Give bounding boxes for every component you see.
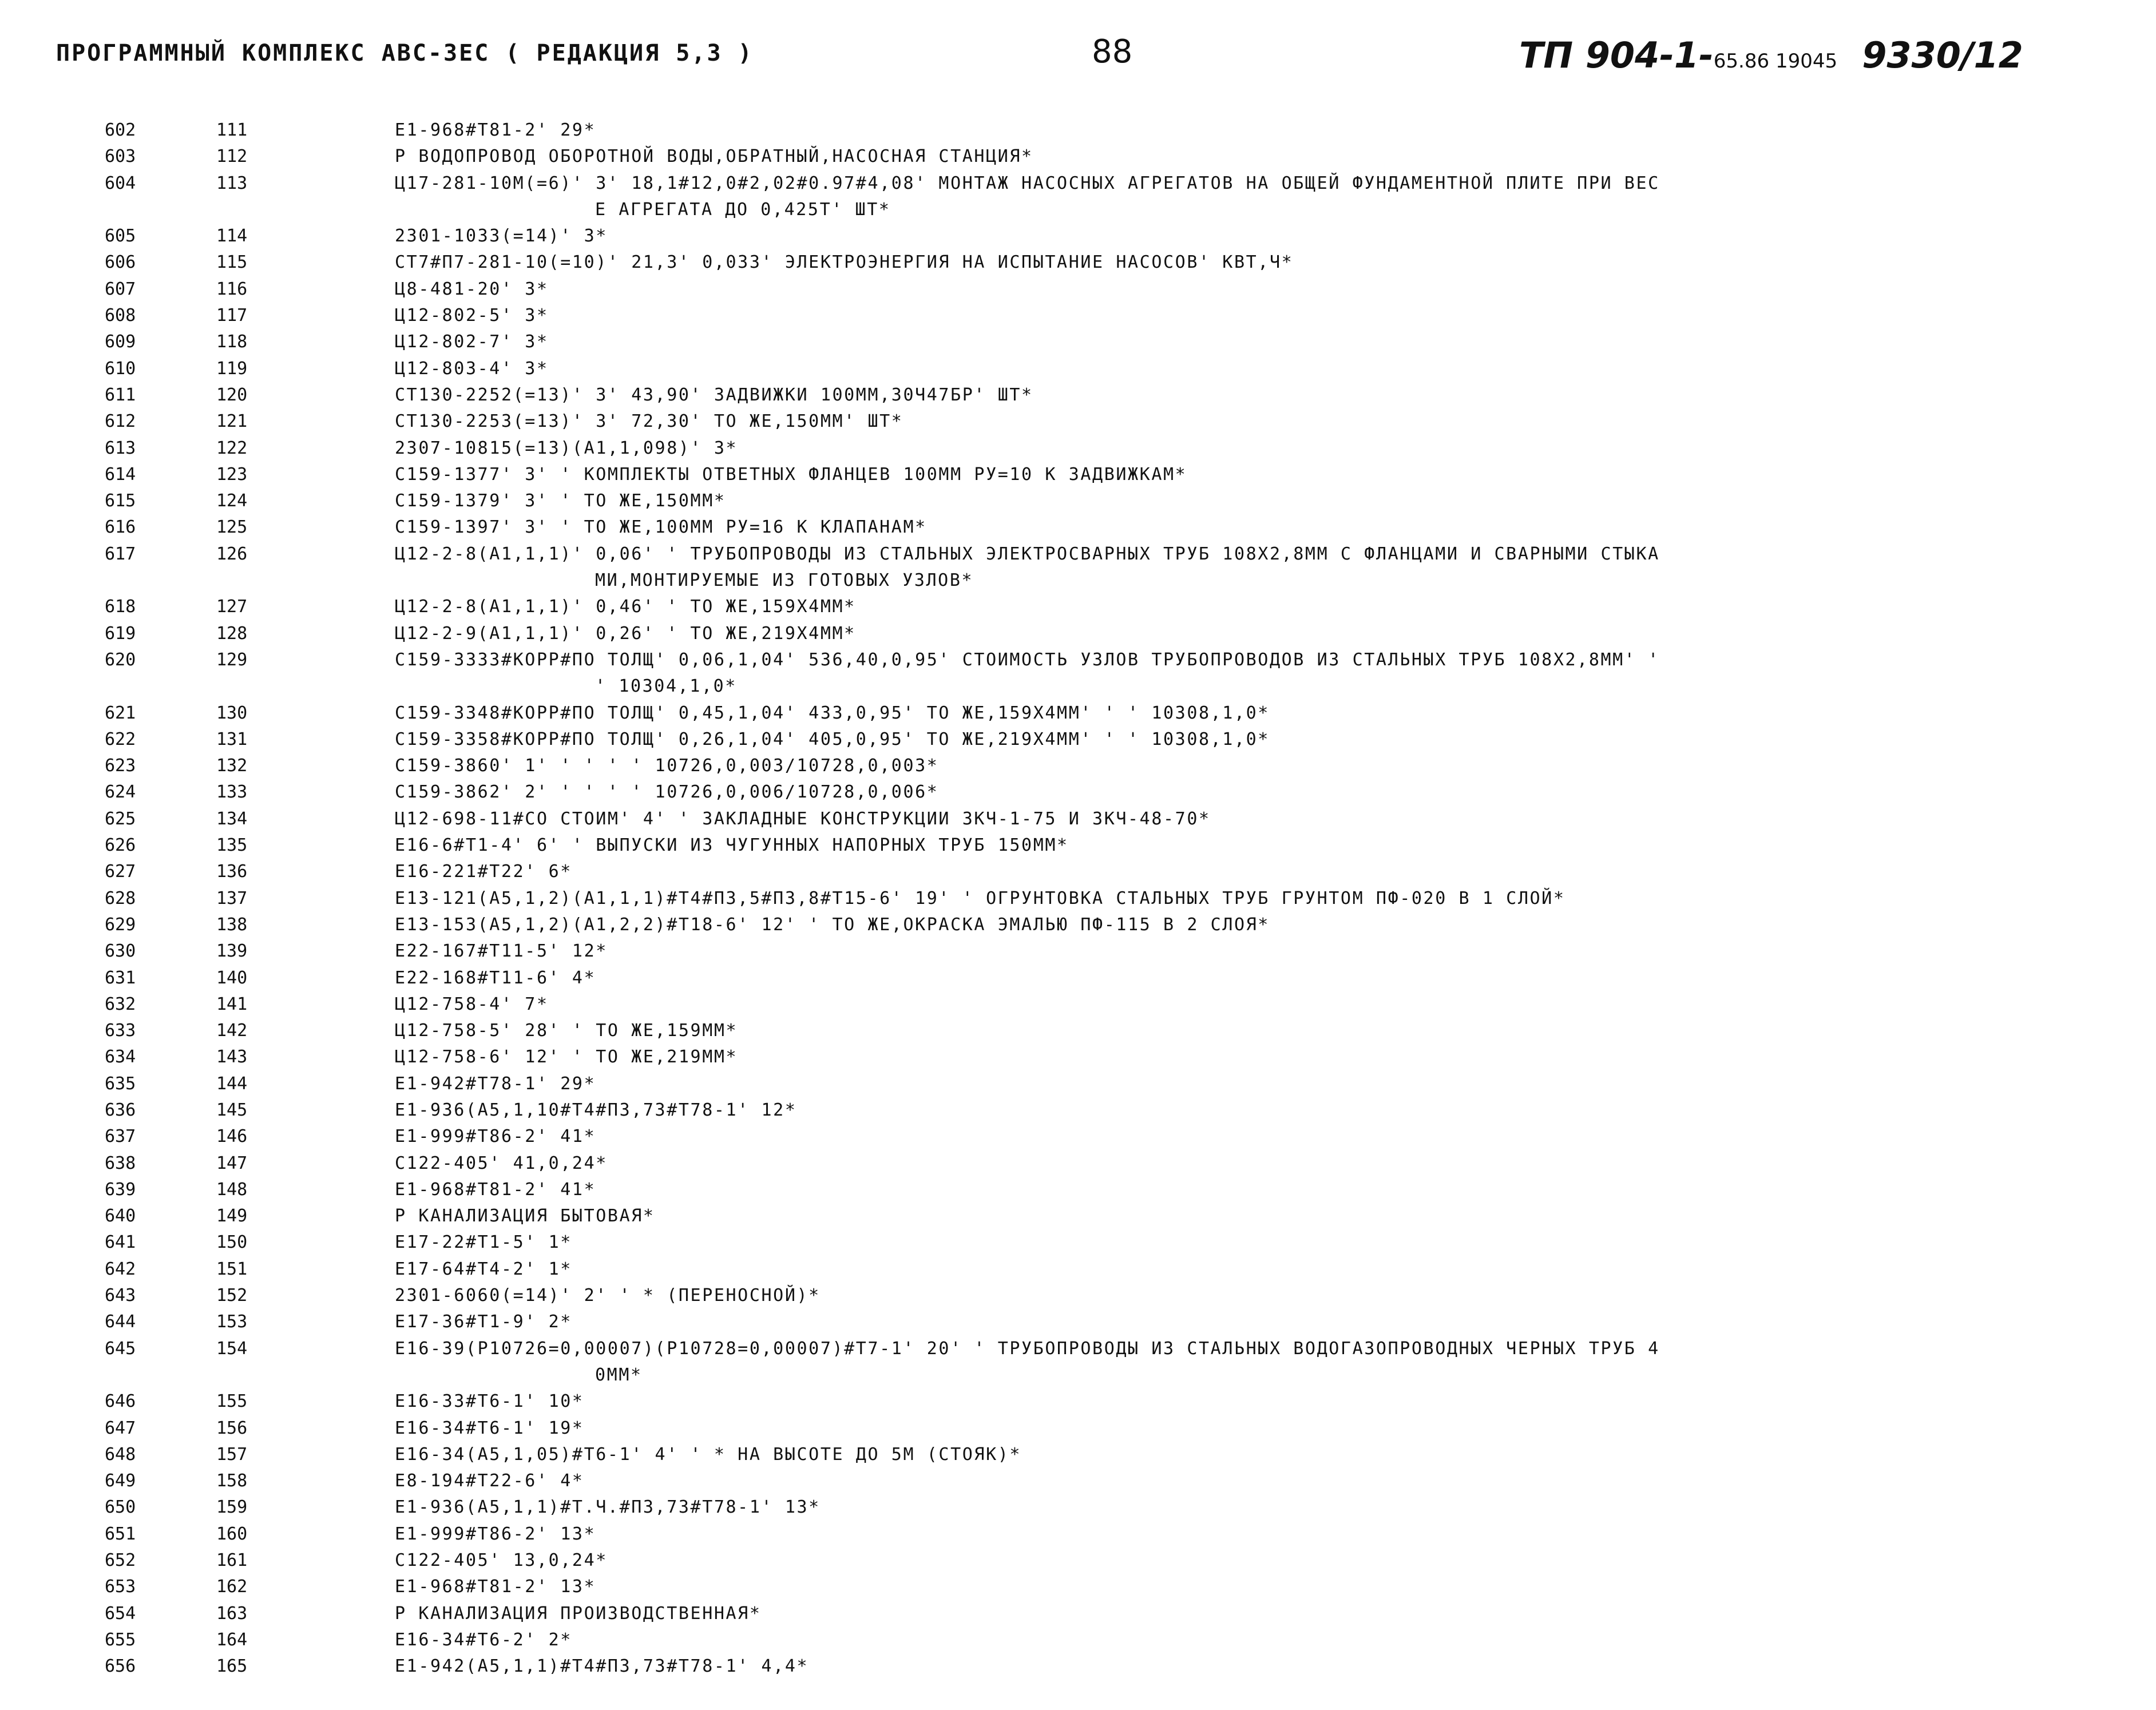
line-number: 611 (105, 384, 136, 405)
record-text: Ц12-2-8(А1,1,1)' 0,46' ' ТО ЖЕ,159Х4ММ* (395, 597, 856, 617)
line-number: 654 (105, 1603, 136, 1624)
record-number: 159 (216, 1497, 248, 1518)
record-number: 151 (216, 1259, 248, 1279)
line-number: 606 (105, 252, 136, 273)
record-number: 149 (216, 1206, 248, 1227)
record-text: СТ130-2252(=13)' 3' 43,90' ЗАДВИЖКИ 100ММ,30Ч47БР' ШТ* (395, 384, 1033, 405)
record-number: 123 (216, 464, 248, 485)
program-header: ПРОГРАММНЫЙ КОМПЛЕКС АВС-ЗЕС ( РЕДАКЦИЯ 5,3 ) (56, 40, 754, 66)
listing-row (0, 1574, 2156, 1600)
listing-row (0, 276, 2156, 303)
line-number: 651 (105, 1523, 136, 1544)
record-number: 147 (216, 1153, 248, 1173)
record-text: Е16-221#Т22' 6* (395, 862, 572, 882)
line-number: 605 (105, 226, 136, 247)
line-number: 624 (105, 782, 136, 803)
record-number: 139 (216, 941, 248, 962)
listing-row (0, 303, 2156, 329)
line-number: 631 (105, 967, 136, 988)
record-number: 140 (216, 967, 248, 988)
record-text: 2307-10815(=13)(А1,1,098)' 3* (395, 438, 738, 458)
line-number: 607 (105, 279, 136, 299)
listing-row (0, 1415, 2156, 1442)
continuation-text: ' 10304,1,0* (595, 676, 737, 697)
line-number: 629 (105, 914, 136, 935)
line-number: 630 (105, 941, 136, 962)
line-number: 625 (105, 808, 136, 829)
listing-row (0, 1124, 2156, 1150)
record-text: С159-3358#КОРР#ПО ТОЛЩ' 0,26,1,04' 405,0,95' ТО ЖЕ,219Х4ММ' ' ' 10308,1,0* (395, 729, 1270, 749)
line-number: 603 (105, 146, 136, 167)
line-number: 620 (105, 649, 136, 670)
record-number: 114 (216, 226, 248, 247)
line-number: 632 (105, 994, 136, 1014)
listing-row (0, 1442, 2156, 1468)
record-text: Ц12-802-5' 3* (395, 306, 549, 326)
line-number: 656 (105, 1656, 136, 1677)
listing-continuation-row (0, 673, 2156, 700)
record-number: 153 (216, 1312, 248, 1332)
record-text: Ц12-802-7' 3* (395, 332, 549, 352)
record-number: 127 (216, 597, 248, 617)
line-number: 612 (105, 411, 136, 432)
record-text: Е22-168#Т11-6' 4* (395, 967, 596, 988)
record-number: 138 (216, 914, 248, 935)
listing-row (0, 1309, 2156, 1335)
line-number: 655 (105, 1629, 136, 1650)
record-text: Е1-936(А5,1,1)#Т.Ч.#П3,73#Т78-1' 13* (395, 1497, 821, 1518)
listing-row (0, 249, 2156, 276)
listing-row (0, 1203, 2156, 1229)
record-text: С159-1379' 3' ' ТО ЖЕ,150ММ* (395, 491, 726, 511)
listing-row (0, 1177, 2156, 1203)
line-number: 636 (105, 1100, 136, 1120)
listing-row (0, 1336, 2156, 1362)
listing-row (0, 1044, 2156, 1070)
line-number: 640 (105, 1206, 136, 1227)
record-number: 133 (216, 782, 248, 803)
record-number: 117 (216, 306, 248, 326)
listing-continuation-row (0, 197, 2156, 223)
record-number: 148 (216, 1179, 248, 1200)
listing-row (0, 1468, 2156, 1494)
line-number: 637 (105, 1126, 136, 1147)
record-number: 152 (216, 1286, 248, 1306)
line-number: 643 (105, 1286, 136, 1306)
record-number: 137 (216, 888, 248, 908)
listing-row (0, 859, 2156, 885)
listing-row (0, 886, 2156, 912)
listing-row (0, 1653, 2156, 1680)
listing-row (0, 727, 2156, 753)
line-number: 628 (105, 888, 136, 908)
listing-row (0, 356, 2156, 382)
record-number: 136 (216, 862, 248, 882)
listing-row (0, 144, 2156, 170)
record-text: Ц12-803-4' 3* (395, 358, 549, 379)
document-code-main: ТП 904-1- (1519, 34, 1714, 76)
listing-row (0, 621, 2156, 647)
line-number: 609 (105, 332, 136, 352)
record-number: 130 (216, 703, 248, 723)
line-number: 647 (105, 1418, 136, 1438)
record-text: Е16-33#Т6-1' 10* (395, 1391, 584, 1412)
record-number: 128 (216, 623, 248, 644)
listing-row (0, 1494, 2156, 1521)
record-text: С122-405' 13,0,24* (395, 1550, 608, 1571)
line-number: 639 (105, 1179, 136, 1200)
record-number: 146 (216, 1126, 248, 1147)
document-code-number: 65.86 19045 (1713, 50, 1838, 73)
listing-row (0, 1018, 2156, 1044)
record-text: Е16-34#Т6-1' 19* (395, 1418, 584, 1438)
listing-row (0, 382, 2156, 408)
record-number: 160 (216, 1523, 248, 1544)
record-number: 145 (216, 1100, 248, 1120)
record-text: Р КАНАЛИЗАЦИЯ БЫТОВАЯ* (395, 1206, 655, 1227)
record-text: С122-405' 41,0,24* (395, 1153, 608, 1173)
listing-row (0, 541, 2156, 568)
record-number: 143 (216, 1047, 248, 1068)
listing-row (0, 1150, 2156, 1177)
listing-row (0, 1601, 2156, 1627)
line-number: 645 (105, 1338, 136, 1359)
record-number: 154 (216, 1338, 248, 1359)
record-number: 155 (216, 1391, 248, 1412)
line-number: 610 (105, 358, 136, 379)
listing-row (0, 647, 2156, 673)
record-text: Е16-6#Т1-4' 6' ' ВЫПУСКИ ИЗ ЧУГУННЫХ НАПОРНЫХ ТРУБ 150ММ* (395, 835, 1069, 856)
record-text: 2301-1033(=14)' 3* (395, 226, 608, 247)
line-number: 602 (105, 120, 136, 140)
record-text: Ц12-758-6' 12' ' ТО ЖЕ,219ММ* (395, 1047, 738, 1068)
record-number: 161 (216, 1550, 248, 1571)
record-number: 118 (216, 332, 248, 352)
record-text: Е17-22#Т1-5' 1* (395, 1232, 572, 1253)
record-number: 158 (216, 1471, 248, 1491)
continuation-text: МИ,МОНТИРУЕМЫЕ ИЗ ГОТОВЫХ УЗЛОВ* (595, 570, 974, 591)
record-text: Ц12-2-9(А1,1,1)' 0,26' ' ТО ЖЕ,219Х4ММ* (395, 623, 856, 644)
listing-row (0, 1229, 2156, 1256)
record-number: 157 (216, 1444, 248, 1465)
listing-row (0, 117, 2156, 144)
listing-row (0, 1071, 2156, 1097)
line-number: 619 (105, 623, 136, 644)
record-number: 121 (216, 411, 248, 432)
record-number: 122 (216, 438, 248, 458)
listing-row (0, 1548, 2156, 1574)
listing-row (0, 170, 2156, 197)
record-text: С159-1397' 3' ' ТО ЖЕ,100ММ РУ=16 К КЛАПАНАМ* (395, 517, 927, 538)
listing-row (0, 594, 2156, 620)
record-number: 135 (216, 835, 248, 856)
listing-row (0, 462, 2156, 488)
record-number: 132 (216, 756, 248, 776)
record-text: Е16-34#Т6-2' 2* (395, 1629, 572, 1650)
record-number: 116 (216, 279, 248, 299)
listing-row (0, 1283, 2156, 1309)
line-number: 648 (105, 1444, 136, 1465)
record-number: 131 (216, 729, 248, 749)
record-text: Е1-968#Т81-2' 13* (395, 1577, 596, 1597)
record-text: СТ130-2253(=13)' 3' 72,30' ТО ЖЕ,150ММ' ШТ* (395, 411, 903, 432)
line-number: 649 (105, 1471, 136, 1491)
line-number: 646 (105, 1391, 136, 1412)
record-text: С159-3333#КОРР#ПО ТОЛЩ' 0,06,1,04' 536,40,0,95' СТОИМОСТЬ УЗЛОВ ТРУБОПРОВОДОВ ИЗ СТАЛЬНЫХ ТРУБ 108Х2,8ММ' ' (395, 649, 1660, 670)
listing-row (0, 1627, 2156, 1653)
record-text: С159-3862' 2' ' ' ' ' 10726,0,006/10728,0,006* (395, 782, 939, 803)
record-text: Е1-942#Т78-1' 29* (395, 1073, 596, 1094)
line-number: 635 (105, 1073, 136, 1094)
line-number: 626 (105, 835, 136, 856)
record-number: 142 (216, 1021, 248, 1041)
record-number: 115 (216, 252, 248, 273)
record-text: 2301-6060(=14)' 2' ' * (ПЕРЕНОСНОЙ)* (395, 1286, 821, 1306)
listing-row (0, 779, 2156, 806)
document-sheet: 9330/12 (1862, 34, 2023, 76)
listing-row (0, 1388, 2156, 1415)
record-number: 111 (216, 120, 248, 140)
record-text: Ц17-281-10М(=6)' 3' 18,1#12,0#2,02#0.97#4,08' МОНТАЖ НАСОСНЫХ АГРЕГАТОВ НА ОБЩЕЙ ФУНДАМЕНТНОЙ ПЛИТЕ ПРИ ВЕС (395, 173, 1660, 193)
record-number: 112 (216, 146, 248, 167)
record-number: 162 (216, 1577, 248, 1597)
line-number: 623 (105, 756, 136, 776)
line-number: 608 (105, 306, 136, 326)
record-number: 144 (216, 1073, 248, 1094)
listing-row (0, 753, 2156, 779)
record-text: С159-1377' 3' ' КОМПЛЕКТЫ ОТВЕТНЫХ ФЛАНЦЕВ 100ММ РУ=10 К ЗАДВИЖКАМ* (395, 464, 1187, 485)
line-number: 615 (105, 491, 136, 511)
continuation-text: Е АГРЕГАТА ДО 0,425Т' ШТ* (595, 199, 891, 220)
listing-row (0, 832, 2156, 859)
continuation-text: 0ММ* (595, 1364, 643, 1385)
record-text: Е22-167#Т11-5' 12* (395, 941, 608, 962)
record-text: Е1-999#Т86-2' 41* (395, 1126, 596, 1147)
line-number: 613 (105, 438, 136, 458)
line-number: 621 (105, 703, 136, 723)
listing-row (0, 700, 2156, 727)
record-text: Ц12-758-5' 28' ' ТО ЖЕ,159ММ* (395, 1021, 738, 1041)
record-number: 124 (216, 491, 248, 511)
record-text: Р ВОДОПРОВОД ОБОРОТНОЙ ВОДЫ,ОБРАТНЫЙ,НАСОСНАЯ СТАНЦИЯ* (395, 146, 1033, 167)
record-text: Ц12-758-4' 7* (395, 994, 549, 1014)
page-number: 88 (1092, 33, 1133, 70)
record-text: Е13-121(А5,1,2)(А1,1,1)#Т4#П3,5#П3,8#Т15-6' 19' ' ОГРУНТОВКА СТАЛЬНЫХ ТРУБ ГРУНТОМ ПФ-020 В 1 СЛОЙ* (395, 888, 1566, 908)
record-text: С159-3860' 1' ' ' ' ' 10726,0,003/10728,0,003* (395, 756, 939, 776)
listing-row (0, 1256, 2156, 1283)
line-number: 638 (105, 1153, 136, 1173)
record-text: Е1-999#Т86-2' 13* (395, 1523, 596, 1544)
record-text: Е1-936(А5,1,10#Т4#П3,73#Т78-1' 12* (395, 1100, 797, 1120)
line-number: 652 (105, 1550, 136, 1571)
line-number: 618 (105, 597, 136, 617)
line-number: 604 (105, 173, 136, 193)
listing-row (0, 488, 2156, 514)
line-number: 627 (105, 862, 136, 882)
record-number: 150 (216, 1232, 248, 1253)
record-text: Ц12-2-8(А1,1,1)' 0,06' ' ТРУБОПРОВОДЫ ИЗ СТАЛЬНЫХ ЭЛЕКТРОСВАРНЫХ ТРУБ 108Х2,8ММ С ФЛАНЦАМИ И СВАРНЫМИ СТЫКА (395, 543, 1660, 564)
record-number: 156 (216, 1418, 248, 1438)
listing-row (0, 806, 2156, 832)
line-number: 617 (105, 543, 136, 564)
record-number: 119 (216, 358, 248, 379)
record-number: 113 (216, 173, 248, 193)
record-number: 141 (216, 994, 248, 1014)
listing-row (0, 408, 2156, 435)
record-text: Е17-64#Т4-2' 1* (395, 1259, 572, 1279)
record-number: 129 (216, 649, 248, 670)
listing-continuation-row (0, 1362, 2156, 1388)
listing-row (0, 965, 2156, 991)
listing-row (0, 912, 2156, 938)
record-text: Р КАНАЛИЗАЦИЯ ПРОИЗВОДСТВЕННАЯ* (395, 1603, 762, 1624)
record-text: Е1-968#Т81-2' 41* (395, 1179, 596, 1200)
listing-body (0, 117, 2156, 1680)
line-number: 641 (105, 1232, 136, 1253)
listing-row (0, 223, 2156, 249)
document-code (1519, 34, 2023, 76)
record-number: 126 (216, 543, 248, 564)
record-text: Е1-968#Т81-2' 29* (395, 120, 596, 140)
listing-row (0, 435, 2156, 462)
record-text: Ц12-698-11#СО СТОИМ' 4' ' ЗАКЛАДНЫЕ КОНСТРУКЦИИ ЗКЧ-1-75 И ЗКЧ-48-70* (395, 808, 1211, 829)
record-number: 120 (216, 384, 248, 405)
line-number: 633 (105, 1021, 136, 1041)
record-text: Е16-34(А5,1,05)#Т6-1' 4' ' * НА ВЫСОТЕ ДО 5М (СТОЯК)* (395, 1444, 1022, 1465)
listing-row (0, 938, 2156, 965)
line-number: 642 (105, 1259, 136, 1279)
line-number: 616 (105, 517, 136, 538)
line-number: 634 (105, 1047, 136, 1068)
record-number: 163 (216, 1603, 248, 1624)
record-text: Ц8-481-20' 3* (395, 279, 549, 299)
line-number: 644 (105, 1312, 136, 1332)
record-text: Е13-153(А5,1,2)(А1,2,2)#Т18-6' 12' ' ТО ЖЕ,ОКРАСКА ЭМАЛЬЮ ПФ-115 В 2 СЛОЯ* (395, 914, 1270, 935)
listing-row (0, 1521, 2156, 1548)
line-number: 614 (105, 464, 136, 485)
listing-continuation-row (0, 568, 2156, 594)
record-number: 165 (216, 1656, 248, 1677)
line-number: 622 (105, 729, 136, 749)
record-text: Е1-942(А5,1,1)#Т4#П3,73#Т78-1' 4,4* (395, 1656, 809, 1677)
listing-row (0, 1097, 2156, 1124)
line-number: 650 (105, 1497, 136, 1518)
listing-row (0, 329, 2156, 355)
record-text: С159-3348#КОРР#ПО ТОЛЩ' 0,45,1,04' 433,0,95' ТО ЖЕ,159Х4ММ' ' ' 10308,1,0* (395, 703, 1270, 723)
listing-row (0, 991, 2156, 1018)
record-text: Е8-194#Т22-6' 4* (395, 1471, 584, 1491)
record-text: Е16-39(Р10726=0,00007)(Р10728=0,00007)#Т7-1' 20' ' ТРУБОПРОВОДЫ ИЗ СТАЛЬНЫХ ВОДОГАЗОПРОВОДНЫХ ЧЕРНЫХ ТРУБ 4 (395, 1338, 1660, 1359)
listing-row (0, 514, 2156, 541)
record-text: Е17-36#Т1-9' 2* (395, 1312, 572, 1332)
record-number: 134 (216, 808, 248, 829)
record-text: СТ7#П7-281-10(=10)' 21,3' 0,033' ЭЛЕКТРОЭНЕРГИЯ НА ИСПЫТАНИЕ НАСОСОВ' КВТ,Ч* (395, 252, 1294, 273)
line-number: 653 (105, 1577, 136, 1597)
record-number: 164 (216, 1629, 248, 1650)
record-number: 125 (216, 517, 248, 538)
